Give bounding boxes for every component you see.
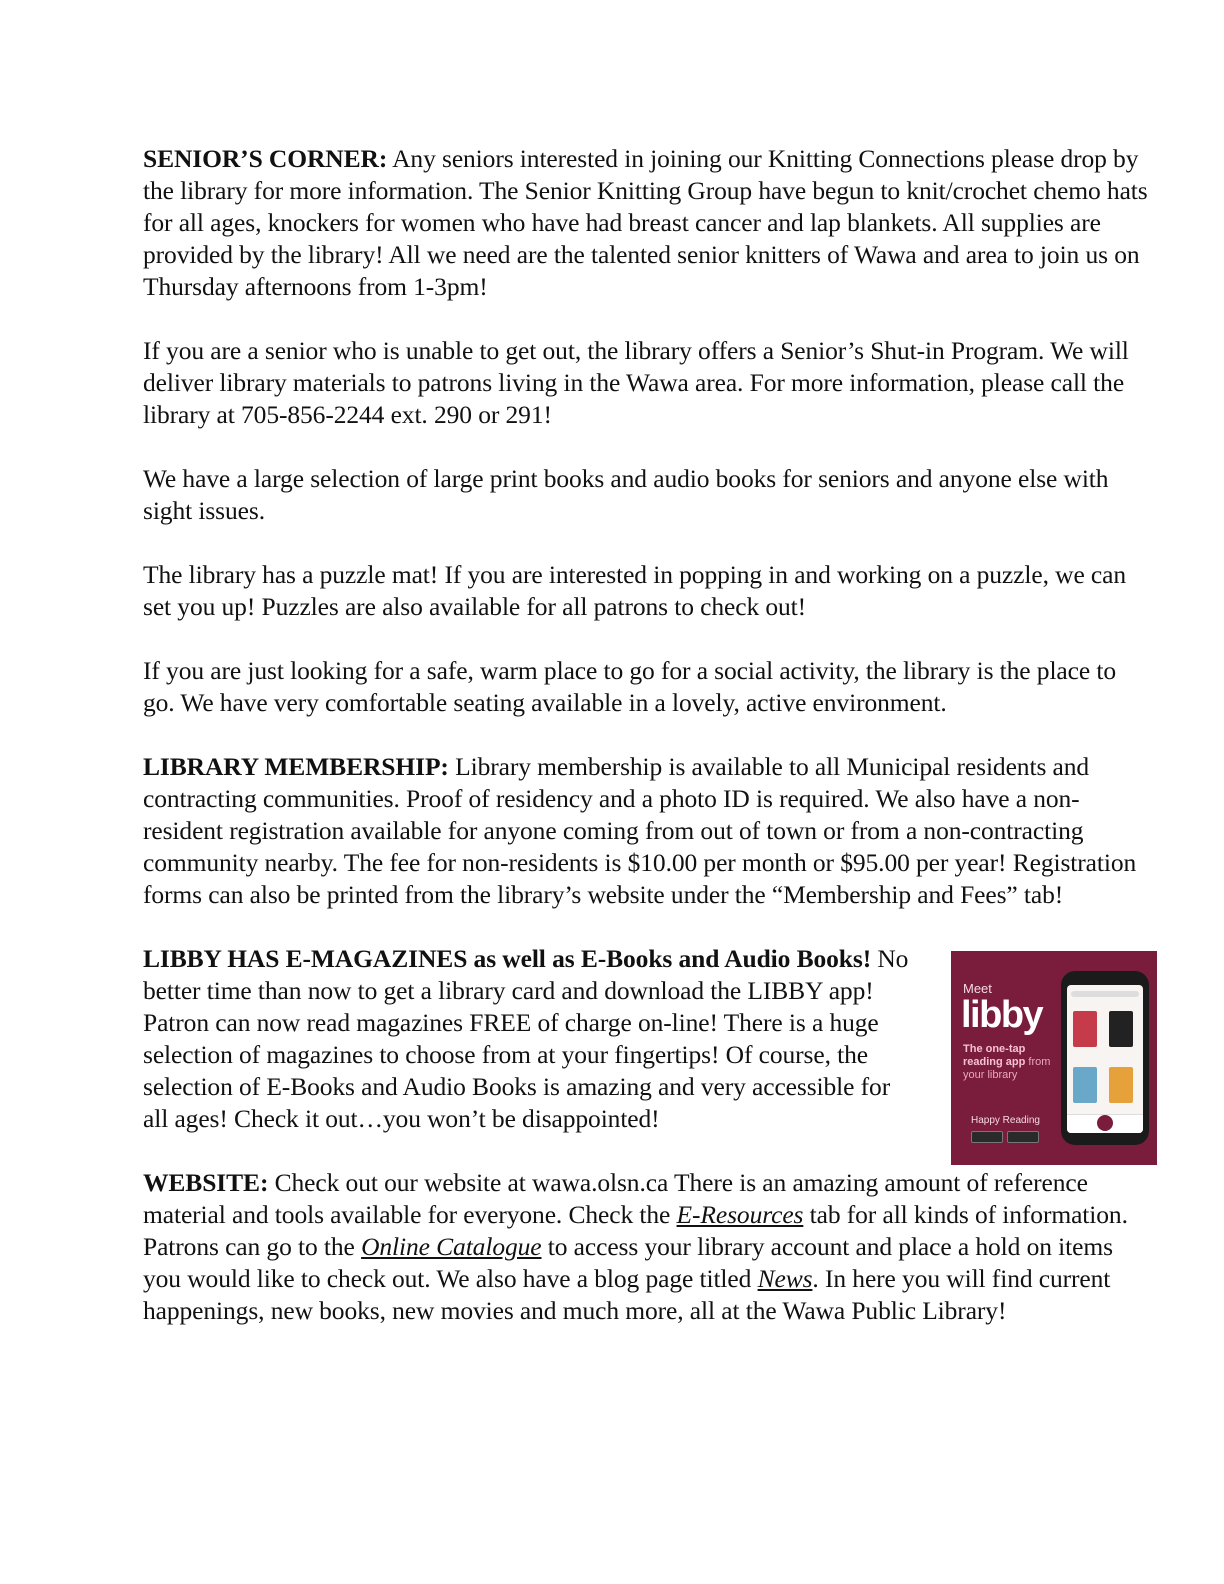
book-cover-icon	[1109, 1067, 1133, 1103]
website-heading: WEBSITE:	[143, 1168, 269, 1197]
seniors-text: Any seniors interested in joining our Knitting Connections please drop by the library for more information. The Senior Knitting Group have begun to knit/crochet chemo hats for all ages, knockers for women who have had breast cancer and lap blankets. All supplies are provided by the library! All we need are the talented senior knitters of Wawa and area to join us on Thursday afternoons from 1-3pm!	[143, 144, 1148, 301]
document-body	[143, 143, 1153, 1359]
google-play-badge-icon	[971, 1131, 1003, 1143]
libby-logo: libby	[961, 994, 1043, 1036]
libby-meet-label: Meet	[963, 981, 992, 996]
seniors-heading: SENIOR’S CORNER:	[143, 144, 388, 173]
online-catalogue-link[interactable]: Online Catalogue	[361, 1232, 542, 1261]
membership-paragraph	[143, 751, 1153, 911]
website-text-2: tab for all kinds of information. Patrons can go to the	[143, 1200, 1128, 1261]
membership-text: Library membership is available to all Municipal residents and contracting communities. Proof of residency and a photo ID is required. We also have a non-resident registration available for anyone coming from out of town or from a non-contracting community nearby. The fee for non-residents is $10.00 per month or $95.00 per year! Registration forms can also be printed from the library’s website under the “Membership and Fees” tab!	[143, 752, 1137, 909]
app-store-badge-icon	[1007, 1131, 1039, 1143]
large-print-paragraph: We have a large selection of large print books and audio books for seniors and anyone else with sight issues.	[143, 464, 1109, 525]
e-resources-link[interactable]: E-Resources	[676, 1200, 804, 1229]
libby-paragraph	[143, 943, 918, 1135]
membership-heading: LIBRARY MEMBERSHIP:	[143, 752, 449, 781]
website-paragraph	[143, 1167, 1153, 1327]
libby-promo-image	[951, 951, 1157, 1165]
book-cover-icon	[1073, 1011, 1097, 1047]
website-text-3: to access your library account and place a hold on items you would like to check out. We also have a blog page titled	[143, 1232, 1113, 1293]
social-paragraph: If you are just looking for a safe, warm place to go for a social activity, the library is the place to go. We have very comfortable seating available in a lovely, active environment.	[143, 656, 1116, 717]
nav-button-icon	[1097, 1115, 1113, 1131]
seniors-paragraph	[143, 143, 1153, 303]
libby-happy-reading: Happy Reading	[971, 1115, 1040, 1126]
libby-tagline	[963, 1043, 1059, 1082]
phone-screen	[1067, 985, 1143, 1133]
website-text-4: . In here you will find current happenings, new books, new movies and much more, all at the Wawa Public Library!	[143, 1264, 1111, 1325]
search-bar-shape	[1071, 991, 1139, 997]
libby-heading: LIBBY HAS E-MAGAZINES as well as E-Books and Audio Books!	[143, 944, 872, 973]
libby-text: No better time than now to get a library card and download the LIBBY app! Patron can now read magazines FREE of charge on-line! There is a huge selection of magazines to choose from at your fingertips! Of course, the selection of E-Books and Audio Books is amazing and very accessible for all ages! Check it out…you won’t be disappointed!	[143, 944, 909, 1133]
phone-mockup-icon	[1061, 971, 1149, 1145]
libby-tagline-rest: from your library	[963, 1056, 1051, 1081]
book-cover-icon	[1109, 1011, 1133, 1047]
shut-in-paragraph: If you are a senior who is unable to get out, the library offers a Senior’s Shut-in Program. We will deliver library materials to patrons living in the Wawa area. For more information, please call the library at 705-856-2244 ext. 290 or 291!	[143, 336, 1129, 429]
news-link[interactable]: News	[757, 1264, 813, 1293]
libby-tagline-strong: The one-tap reading app	[963, 1043, 1026, 1068]
puzzle-paragraph: The library has a puzzle mat! If you are interested in popping in and working on a puzzle, we can set you up! Puzzles are also available for all patrons to check out!	[143, 560, 1127, 621]
website-text-1: Check out our website at wawa.olsn.ca There is an amazing amount of reference material and tools available for everyone. Check the	[143, 1168, 1088, 1229]
app-store-badges	[971, 1131, 1039, 1143]
book-cover-icon	[1073, 1067, 1097, 1103]
